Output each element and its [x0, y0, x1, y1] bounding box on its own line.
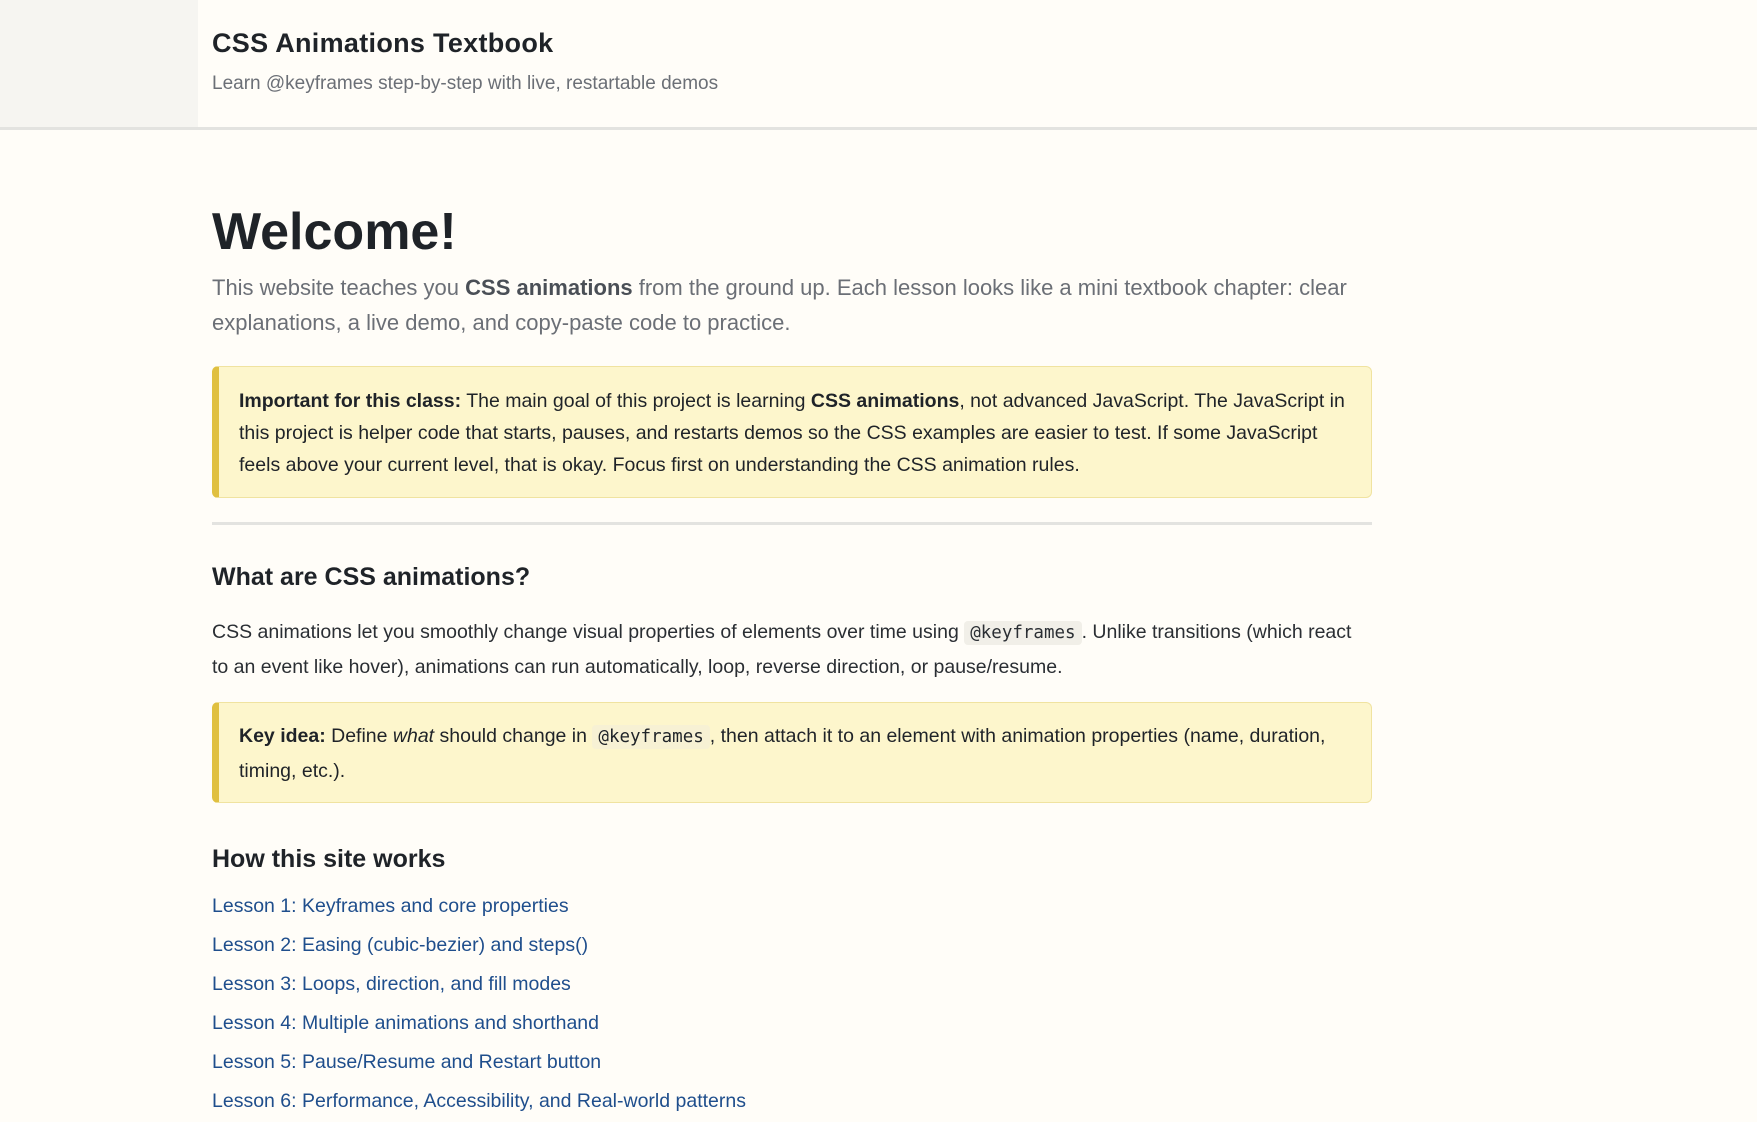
- what-text-rest: . Unlike transitions (which react to an event like hover), animations can run automatically, loop, reverse direction, or pause/resume.: [212, 621, 1352, 678]
- lesson-3-link[interactable]: Lesson 3: Loops, direction, and fill modes: [212, 973, 571, 995]
- site-subtitle: Learn @keyframes step-by-step with live, restartable demos: [212, 73, 719, 94]
- list-item: [212, 1082, 1372, 1121]
- list-item: [212, 965, 1372, 1004]
- lesson-2-link[interactable]: Lesson 2: Easing (cubic-bezier) and steps(): [212, 934, 589, 956]
- site-title: CSS Animations Textbook: [212, 28, 554, 58]
- lesson-list: [212, 887, 1372, 1121]
- what-text: CSS animations let you smoothly change visual properties of elements over time using: [212, 621, 965, 643]
- lesson-5-link[interactable]: Lesson 5: Pause/Resume and Restart button: [212, 1051, 602, 1073]
- key-idea-text-rest: , then attach it to an element with animation properties (name, duration, timing, etc.).: [239, 725, 1326, 782]
- main-content: [212, 200, 1372, 1121]
- site-header: [0, 0, 1757, 130]
- welcome-heading: Welcome!: [212, 203, 457, 261]
- how-heading: How this site works: [212, 845, 446, 873]
- list-item: [212, 887, 1372, 926]
- key-idea-callout: [212, 702, 1372, 803]
- list-item: [212, 1043, 1372, 1082]
- keyframes-code: @keyframes: [592, 725, 709, 749]
- key-idea-emphasis: what: [392, 725, 435, 747]
- list-item: [212, 926, 1372, 965]
- welcome-lead: [212, 270, 1372, 340]
- key-idea-text: Define: [325, 725, 393, 747]
- key-idea-text-mid: should change in: [434, 725, 593, 747]
- what-paragraph: [212, 615, 1372, 684]
- important-label: Important for this class:: [239, 390, 462, 412]
- lesson-4-link[interactable]: Lesson 4: Multiple animations and shorthand: [212, 1012, 599, 1034]
- lead-text-rest: from the ground up. Each lesson looks like a mini textbook chapter: clear explanations, a live demo, and copy-paste code to practice.: [212, 275, 1347, 335]
- section-divider: [212, 522, 1372, 525]
- key-idea-label: Key idea:: [239, 725, 326, 747]
- lesson-1-link[interactable]: Lesson 1: Keyframes and core properties: [212, 895, 569, 917]
- important-callout: [212, 366, 1372, 498]
- lead-text: This website teaches you: [212, 275, 466, 300]
- keyframes-code: @keyframes: [964, 621, 1081, 645]
- important-emphasis: CSS animations: [810, 390, 960, 412]
- important-text-rest: , not advanced JavaScript. The JavaScript in this project is helper code that starts, pauses, and restarts demos so the CSS examples are easier to test. If some JavaScript feels above your current level, that is okay. Focus first on understanding the CSS animation rules.: [239, 390, 1345, 476]
- list-item: [212, 1004, 1372, 1043]
- lead-emphasis: CSS animations: [465, 275, 633, 300]
- important-text: The main goal of this project is learning: [461, 390, 811, 412]
- lesson-6-link[interactable]: Lesson 6: Performance, Accessibility, and Real-world patterns: [212, 1090, 746, 1112]
- what-heading: What are CSS animations?: [212, 563, 531, 591]
